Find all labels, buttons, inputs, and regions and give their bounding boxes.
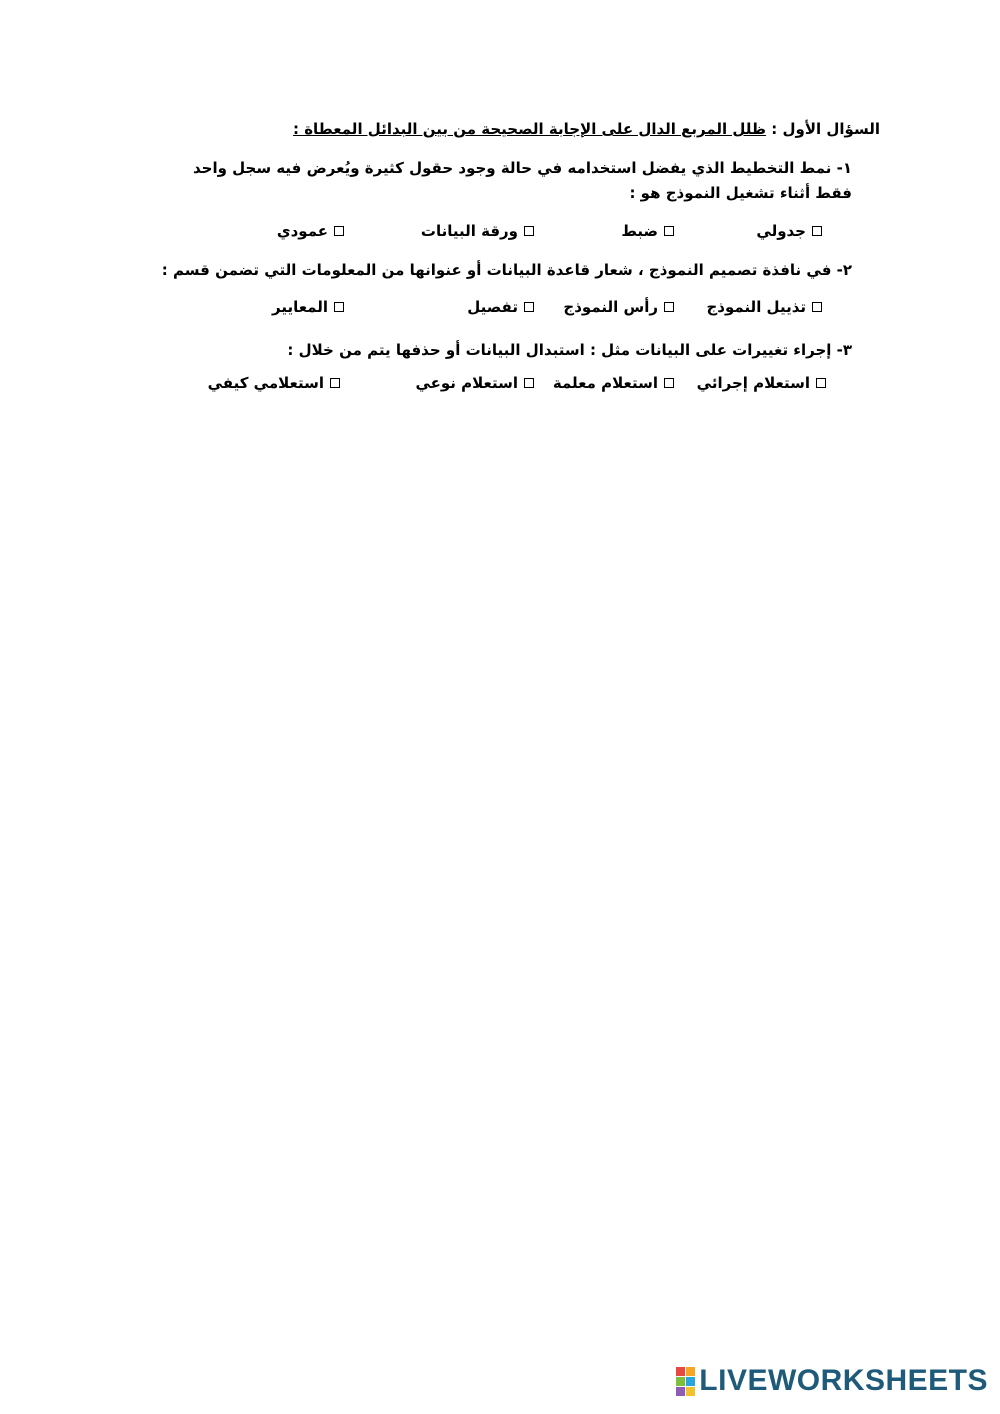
checkbox-icon[interactable]: [816, 378, 826, 388]
logo-tile: [676, 1377, 685, 1386]
question-3-text: ٣- إجراء تغييرات على البيانات مثل : استبدال البيانات أو حذفها يتم من خلال :: [287, 341, 852, 359]
option-label: ورقة البيانات: [420, 222, 518, 240]
option-label: استعلام معلمة: [552, 374, 658, 392]
option-checkbox[interactable]: [621, 222, 674, 240]
option-label: جدولي: [756, 222, 806, 240]
liveworksheets-logo[interactable]: [676, 1364, 988, 1398]
liveworksheets-grid-icon: [676, 1367, 695, 1396]
option-label: عمودي: [276, 222, 328, 240]
checkbox-icon[interactable]: [664, 226, 674, 236]
option-checkbox[interactable]: [706, 298, 822, 316]
checkbox-icon[interactable]: [664, 378, 674, 388]
question-1-text: ١- نمط التخطيط الذي يفضل استخدامه في حالة وجود حقول كثيرة ويُعرض فيه سجل واحد فقط أثناء تشغيل النموذج هو :: [193, 159, 852, 202]
question-1-options: [0, 222, 1000, 248]
option-checkbox[interactable]: [415, 374, 534, 392]
header-instruction: ظلل المربع الدال على الإجابة الصحيحة من بين البدائل المعطاة :: [292, 120, 767, 138]
option-checkbox[interactable]: [697, 374, 826, 392]
option-checkbox[interactable]: [756, 222, 822, 240]
logo-tile: [686, 1387, 695, 1396]
option-checkbox[interactable]: [272, 298, 344, 316]
option-label: استعلامي كيفي: [207, 374, 324, 392]
checkbox-icon[interactable]: [334, 302, 344, 312]
logo-tile: [676, 1387, 685, 1396]
option-label: تذييل النموذج: [706, 298, 806, 316]
logo-tile: [686, 1367, 695, 1376]
checkbox-icon[interactable]: [330, 378, 340, 388]
logo-tile: [686, 1377, 695, 1386]
option-label: رأس النموذج: [563, 298, 658, 316]
option-checkbox[interactable]: [563, 298, 674, 316]
option-checkbox[interactable]: [421, 222, 534, 240]
option-checkbox[interactable]: [208, 374, 340, 392]
option-label: المعايير: [271, 298, 328, 316]
checkbox-icon[interactable]: [524, 302, 534, 312]
logo-tile: [676, 1367, 685, 1376]
option-label: ضبط: [621, 222, 658, 240]
question-3-options: [0, 374, 1000, 400]
header-intro: السؤال الأول :: [771, 120, 880, 138]
question-2-text: ٢- في نافذة تصميم النموذج ، شعار قاعدة البيانات أو عنوانها من المعلومات التي تضمن قسم :: [161, 261, 852, 279]
question-header: [160, 120, 880, 138]
checkbox-icon[interactable]: [812, 302, 822, 312]
option-label: استعلام نوعي: [415, 374, 518, 392]
checkbox-icon[interactable]: [334, 226, 344, 236]
checkbox-icon[interactable]: [812, 226, 822, 236]
option-checkbox[interactable]: [553, 374, 674, 392]
option-label: تفصيل: [467, 298, 518, 316]
checkbox-icon[interactable]: [524, 226, 534, 236]
logo-text: LIVEWORKSHEETS: [699, 1364, 988, 1397]
checkbox-icon[interactable]: [664, 302, 674, 312]
question-2-options: [0, 298, 1000, 324]
checkbox-icon[interactable]: [524, 378, 534, 388]
option-label: استعلام إجرائي: [696, 374, 810, 392]
option-checkbox[interactable]: [277, 222, 344, 240]
option-checkbox[interactable]: [467, 298, 534, 316]
